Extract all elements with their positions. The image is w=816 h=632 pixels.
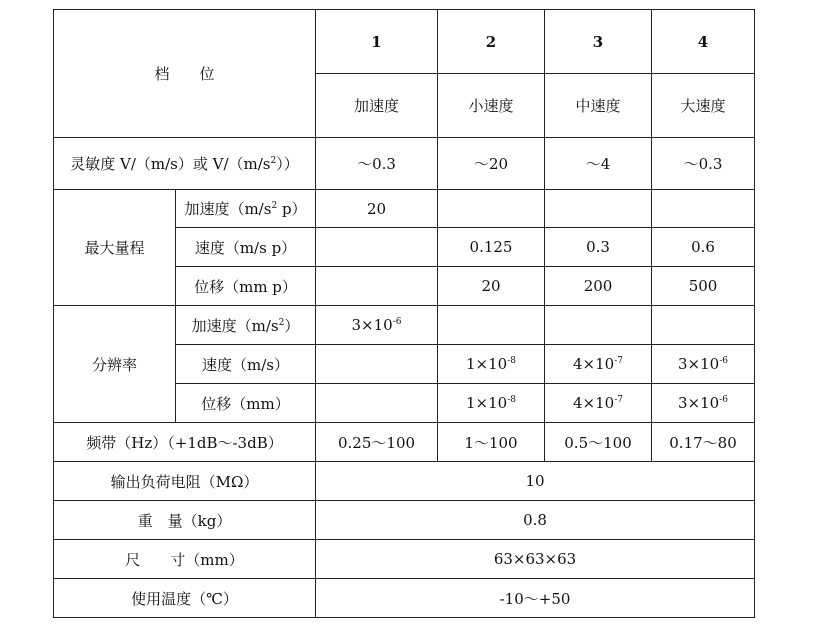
spec-row (54, 540, 755, 579)
band-row (54, 423, 755, 462)
table-cell: $3\times 10^{-6}$ (652, 384, 755, 423)
spec-table (53, 9, 755, 618)
gear-4: 4 (652, 10, 755, 74)
max-range-label: 位移（mm p） (176, 267, 316, 306)
band-label: 频带（Hz）（+1dB～-3dB） (54, 423, 316, 462)
table-cell: $4\times 10^{-7}$ (545, 345, 652, 384)
spec-row (54, 579, 755, 618)
load-resistance-value: 10 (316, 462, 755, 501)
sensitivity-value-2: ～20 (438, 138, 545, 190)
table-cell (316, 384, 438, 423)
table-cell (652, 306, 755, 345)
table-cell (438, 306, 545, 345)
band-value-1: 0.25～100 (316, 423, 438, 462)
resolution-label: 加速度$(m/s^2)$ (176, 306, 316, 345)
max-range-row (54, 190, 755, 228)
gear-2: 2 (438, 10, 545, 74)
spec-row (54, 462, 755, 501)
table-cell: $1\times 10^{-8}$ (438, 345, 545, 384)
weight-value: 0.8 (316, 501, 755, 540)
gear-label: 档 位 (154, 65, 215, 83)
sensitivity-label: 灵敏度 V/（m/s）或 $V/(m/s^2)$） (54, 138, 316, 190)
table-cell: 0.3 (545, 228, 652, 267)
max-range-label: 加速度（$m/s^2$ p） (176, 190, 316, 228)
max-range-label: 速度（m/s p） (176, 228, 316, 267)
temperature-label: 使用温度（℃） (54, 579, 316, 618)
table-cell (545, 190, 652, 228)
table-cell (652, 190, 755, 228)
resolution-label: 速度（m/s） (176, 345, 316, 384)
header-row-gears (54, 10, 755, 74)
table-cell: 0.6 (652, 228, 755, 267)
gear-3: 3 (545, 10, 652, 74)
table-cell: 20 (438, 267, 545, 306)
size-value: 63×63×63 (316, 540, 755, 579)
table-cell (316, 267, 438, 306)
weight-label: 重 量（kg） (54, 501, 316, 540)
speed-type-1: 加速度 (316, 74, 438, 138)
spec-row (54, 501, 755, 540)
sensitivity-value-4: ～0.3 (652, 138, 755, 190)
resolution-row (54, 306, 755, 345)
max-range-group: 最大量程 (54, 190, 176, 306)
table-cell (545, 306, 652, 345)
table-cell: 200 (545, 267, 652, 306)
sensitivity-row (54, 138, 755, 190)
band-value-2: 1～100 (438, 423, 545, 462)
size-label: 尺 寸（mm） (54, 540, 316, 579)
sensitivity-value-3: ～4 (545, 138, 652, 190)
band-value-3: 0.5～100 (545, 423, 652, 462)
table-cell (316, 345, 438, 384)
speed-type-3: 中速度 (545, 74, 652, 138)
temperature-value: -10～+50 (316, 579, 755, 618)
table-cell: 0.125 (438, 228, 545, 267)
table-cell: $4\times 10^{-7}$ (545, 384, 652, 423)
sensitivity-value-1: ～0.3 (316, 138, 438, 190)
speed-type-2: 小速度 (438, 74, 545, 138)
table-cell: $3\times 10^{-6}$ (652, 345, 755, 384)
table-cell: 500 (652, 267, 755, 306)
resolution-group: 分辨率 (54, 306, 176, 423)
gear-1: 1 (316, 10, 438, 74)
resolution-label: 位移（mm） (176, 384, 316, 423)
table-cell: $1\times 10^{-8}$ (438, 384, 545, 423)
gear-header-cell (54, 10, 316, 138)
table-cell (438, 190, 545, 228)
load-resistance-label: 输出负荷电阻（MΩ） (54, 462, 316, 501)
table-cell: 20 (316, 190, 438, 228)
table-cell: $3\times 10^{-6}$ (316, 306, 438, 345)
band-value-4: 0.17～80 (652, 423, 755, 462)
table-cell (316, 228, 438, 267)
speed-type-4: 大速度 (652, 74, 755, 138)
